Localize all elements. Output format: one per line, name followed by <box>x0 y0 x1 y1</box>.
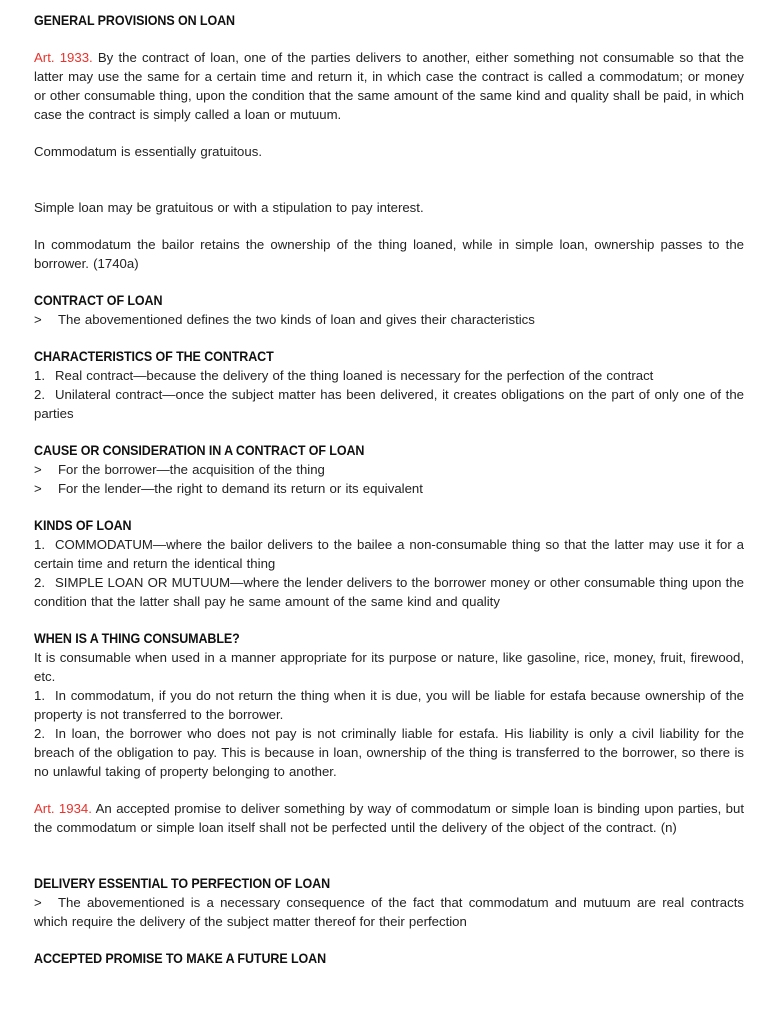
section-heading-contract-of-loan: CONTRACT OF LOAN <box>34 293 163 308</box>
list-item <box>34 686 744 724</box>
number-marker: 1. <box>34 368 45 383</box>
section-heading-accepted-promise: ACCEPTED PROMISE TO MAKE A FUTURE LOAN <box>34 951 327 966</box>
bullet-marker: > <box>34 462 42 477</box>
list-item-text: Real contract—because the delivery of the thing loaned is necessary for the perfection of the contract <box>55 368 654 383</box>
list-item-text: Unilateral contract—once the subject matter has been delivered, it creates obligations on the part of only one of the parties <box>34 387 744 421</box>
list-item-text: The abovementioned is a necessary consequence of the fact that commodatum and mutuum are real contracts which require the delivery of the subject matter thereof for their perfection <box>34 895 744 929</box>
list-item-text: SIMPLE LOAN OR MUTUUM—where the lender delivers to the borrower money or other consumable thing upon the condition that the latter shall pay he same amount of the same kind and quality <box>34 575 744 609</box>
number-marker: 2. <box>34 726 45 741</box>
list-item-text: COMMODATUM—where the bailor delivers to the bailee a non-consumable thing so that the latter may use it for a certain time and return the identical thing <box>34 537 744 571</box>
section-heading-kinds-of-loan: KINDS OF LOAN <box>34 518 132 533</box>
bullet-marker: > <box>34 312 42 327</box>
article-1934 <box>34 799 744 837</box>
number-marker: 1. <box>34 688 45 703</box>
list-item-text: In commodatum, if you do not return the thing when it is due, you will be liable for estafa because ownership of the property is not transferred to the borrower. <box>34 688 744 722</box>
list-item-text: The abovementioned defines the two kinds of loan and gives their characteristics <box>58 312 535 327</box>
list-item <box>34 535 744 573</box>
document-title: GENERAL PROVISIONS ON LOAN <box>34 13 235 28</box>
simple-loan-text: Simple loan may be gratuitous or with a stipulation to pay interest. <box>34 200 424 215</box>
list-item <box>34 893 744 931</box>
number-marker: 2. <box>34 575 45 590</box>
article-1933-text: By the contract of loan, one of the parties delivers to another, either something not consumable so that the latter may use the same for a certain time and return it, in which case the contract is called a commodatum; or money or other consumable thing, upon the condition that the same amount of the same kind and quality shall be paid, in which case the contract is simply called a loan or mutuum. <box>34 50 744 122</box>
list-item <box>34 385 744 423</box>
section-heading-cause: CAUSE OR CONSIDERATION IN A CONTRACT OF LOAN <box>34 443 365 458</box>
bullet-marker: > <box>34 481 42 496</box>
consumable-intro: It is consumable when used in a manner appropriate for its purpose or nature, like gasoline, rice, money, fruit, firewood, etc. <box>34 650 744 684</box>
list-item <box>34 573 744 611</box>
bullet-marker: > <box>34 895 42 910</box>
article-1933 <box>34 48 744 124</box>
article-1933-ref: Art. 1933. <box>34 50 93 65</box>
list-item <box>34 724 744 781</box>
commodatum-gratuitous-text: Commodatum is essentially gratuitous. <box>34 144 262 159</box>
list-item-text: In loan, the borrower who does not pay is not criminally liable for estafa. His liability is only a civil liability for the breach of the obligation to pay. This is because in loan, ownership of the thing is transferred to the borrower, so there is no unlawful taking of property belonging to another. <box>34 726 744 779</box>
list-item <box>34 460 744 479</box>
section-heading-consumable: WHEN IS A THING CONSUMABLE? <box>34 631 240 646</box>
section-heading-characteristics: CHARACTERISTICS OF THE CONTRACT <box>34 349 274 364</box>
number-marker: 1. <box>34 537 45 552</box>
list-item <box>34 366 744 385</box>
article-1934-ref: Art. 1934. <box>34 801 92 816</box>
document-page <box>34 11 744 968</box>
list-item-text: For the lender—the right to demand its return or its equivalent <box>58 481 423 496</box>
list-item <box>34 310 744 329</box>
ownership-text: In commodatum the bailor retains the ownership of the thing loaned, while in simple loan, ownership passes to the borrower. (1740a) <box>34 237 744 271</box>
list-item <box>34 479 744 498</box>
section-heading-delivery: DELIVERY ESSENTIAL TO PERFECTION OF LOAN <box>34 876 331 891</box>
number-marker: 2. <box>34 387 45 402</box>
article-1934-text: An accepted promise to deliver something by way of commodatum or simple loan is binding upon parties, but the commodatum or simple loan itself shall not be perfected until the delivery of the object of the contract. (n) <box>34 801 745 835</box>
list-item-text: For the borrower—the acquisition of the thing <box>58 462 325 477</box>
